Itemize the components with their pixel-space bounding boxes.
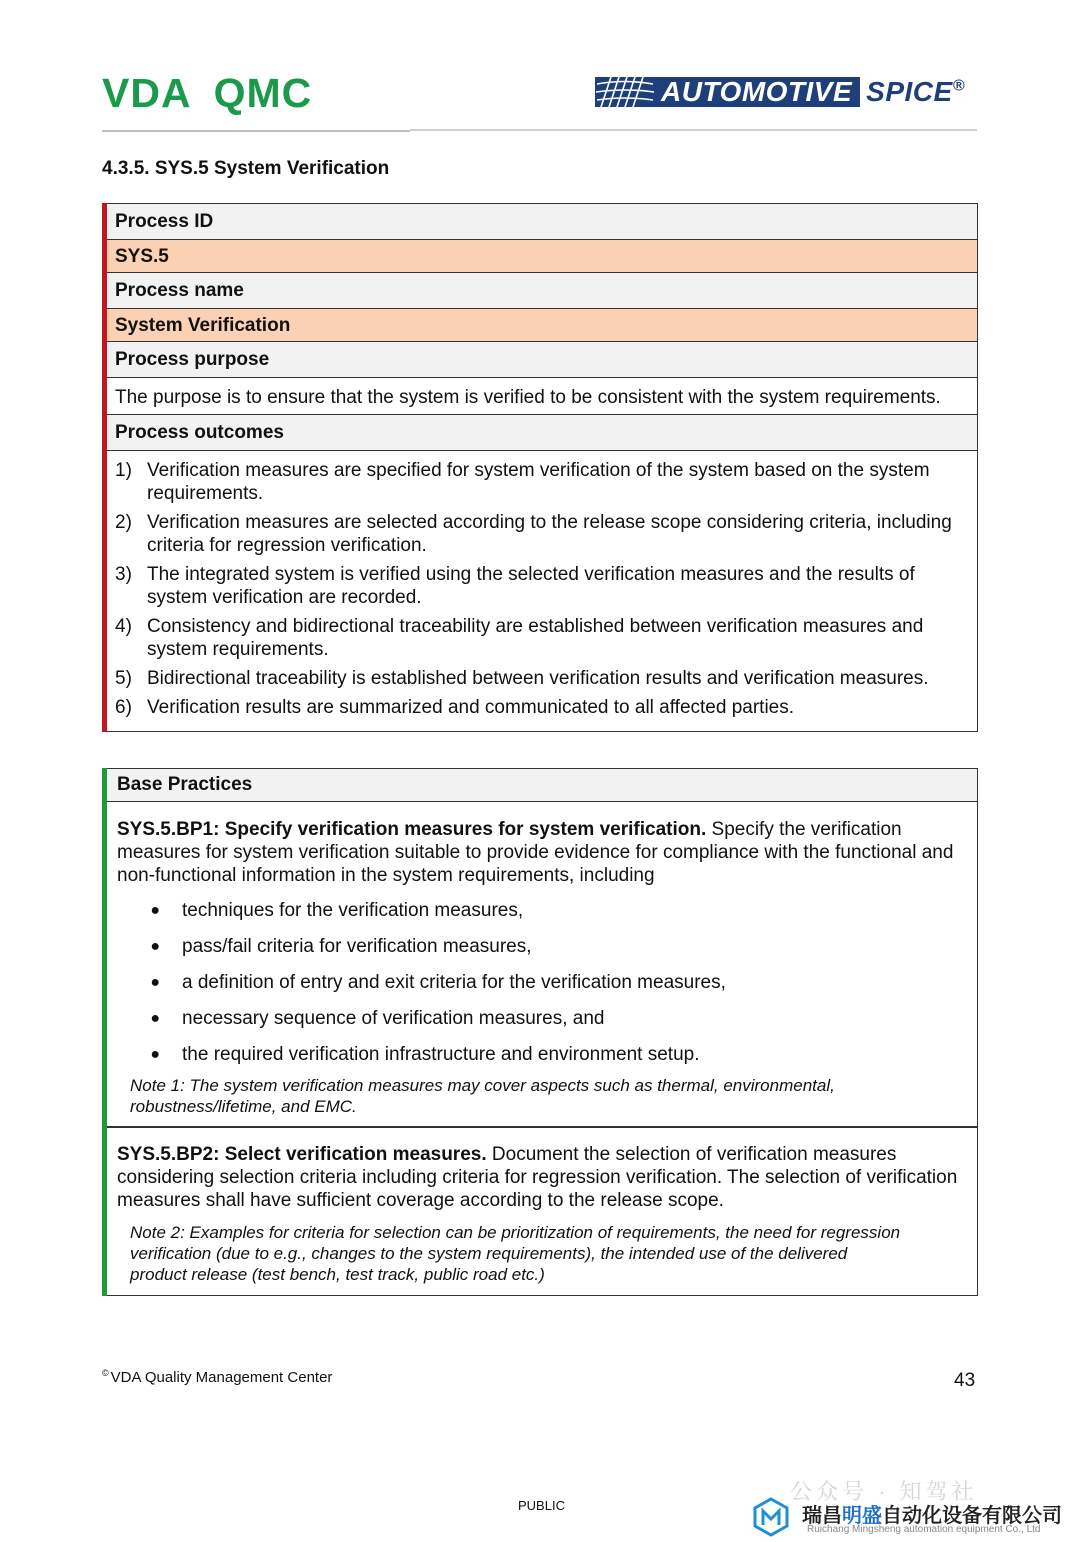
vda-logo-text: VDA [102,70,192,116]
bullet-icon: ● [150,1009,160,1027]
process-name-value: System Verification [107,308,978,343]
bullet-item: ● techniques for the verification measures, [117,899,967,922]
bp2-text: Document the selection of verification measures considering selection criteria including criteria for regression verification. The selection of verification measures shall have sufficient coverage according to the release scope. [117,1144,958,1211]
process-table [102,203,978,732]
process-purpose-text: The purpose is to ensure that the system is verified to be consistent with the system requirements. [107,377,978,416]
bp1-note: Note 1: The system verification measures may cover aspects such as thermal, environmental, robustness/lifetime, and EMC. [130,1075,835,1116]
bullet-icon: ● [150,973,160,991]
bp2-paragraph [117,1143,967,1212]
bp2-id: SYS.5.BP2: Select verification measures. [117,1144,487,1165]
outcome-item: 4) Consistency and bidirectional traceability are established between verification measures and system requirements. [115,615,924,660]
vda-qmc-logo [102,70,312,117]
outcome-item: 3) The integrated system is verified using the selected verification measures and the results of system verification are recorded. [115,563,915,608]
bp1-text: Specify the verification measures for system verification suitable to provide evidence for compliance with the functional and non-functional information in the system requirements, including [117,818,954,886]
process-id-value: SYS.5 [107,239,978,274]
bp1-id: SYS.5.BP1: Specify verification measures for system verification. [117,818,707,840]
copyright-symbol: © [102,1368,109,1378]
base-practices-table [102,768,978,1296]
process-purpose-label: Process purpose [107,341,978,378]
bullet-icon: ● [150,937,160,955]
classification-label: PUBLIC [518,1498,565,1513]
qmc-logo-text: QMC [213,70,313,116]
process-outcomes-label: Process outcomes [107,414,978,451]
globe-icon [595,76,655,108]
outcome-item: 1) Verification measures are specified for system verification of the system based on the system requirements. [115,459,930,504]
page-number: 43 [954,1370,976,1391]
base-practice-bp2 [107,1126,978,1296]
base-practices-label: Base Practices [107,768,978,802]
bullet-item: ● necessary sequence of verification measures, and [117,1007,967,1030]
watermark-company-cn: 瑞昌明盛自动化设备有限公司 [802,1505,1062,1527]
process-id-label: Process ID [107,203,978,240]
bp1-paragraph [117,818,967,887]
process-outcomes-list [107,450,978,732]
spice-band-text: AUTOMOTIVE [655,77,860,107]
footer-copyright: © VDA Quality Management Center [102,1368,333,1386]
bullet-icon: ● [150,1045,160,1063]
watermark-faint-text: 公众号 · 知驾社 [790,1479,978,1504]
section-title: 4.3.5. SYS.5 System Verification [102,158,390,179]
bp2-note: Note 2: Examples for criteria for selection can be prioritization of requirements, the need for regression verification (due to e.g., changes to the system requirements), the intended use of the delivered product release (test bench, test track, public road etc.) [130,1223,901,1284]
process-name-label: Process name [107,272,978,309]
watermark-company-en: Ruichang Mingsheng automation equipment Co., Ltd [807,1524,1041,1535]
outcome-item: 6) Verification results are summarized and communicated to all affected parties. [115,696,795,718]
header-divider-right [410,129,977,131]
header-divider-left [102,130,410,132]
spice-word-text: SPICE® [866,76,965,107]
outcome-item: 2) Verification measures are selected according to the release scope considering criteria, including criteria for regression verification. [115,511,952,556]
bullet-item: ● the required verification infrastructure and environment setup. [117,1043,967,1066]
outcome-item: 5) Bidirectional traceability is established between verification results and verification measures. [115,667,929,689]
bullet-icon: ● [150,901,160,919]
base-practice-bp1 [107,801,978,1128]
bullet-item: ● pass/fail criteria for verification measures, [117,935,967,958]
company-logo-icon [752,1497,790,1537]
automotive-spice-logo [595,76,965,108]
bp1-bullet-list [117,899,967,1066]
bullet-item: ● a definition of entry and exit criteria for the verification measures, [117,971,967,994]
